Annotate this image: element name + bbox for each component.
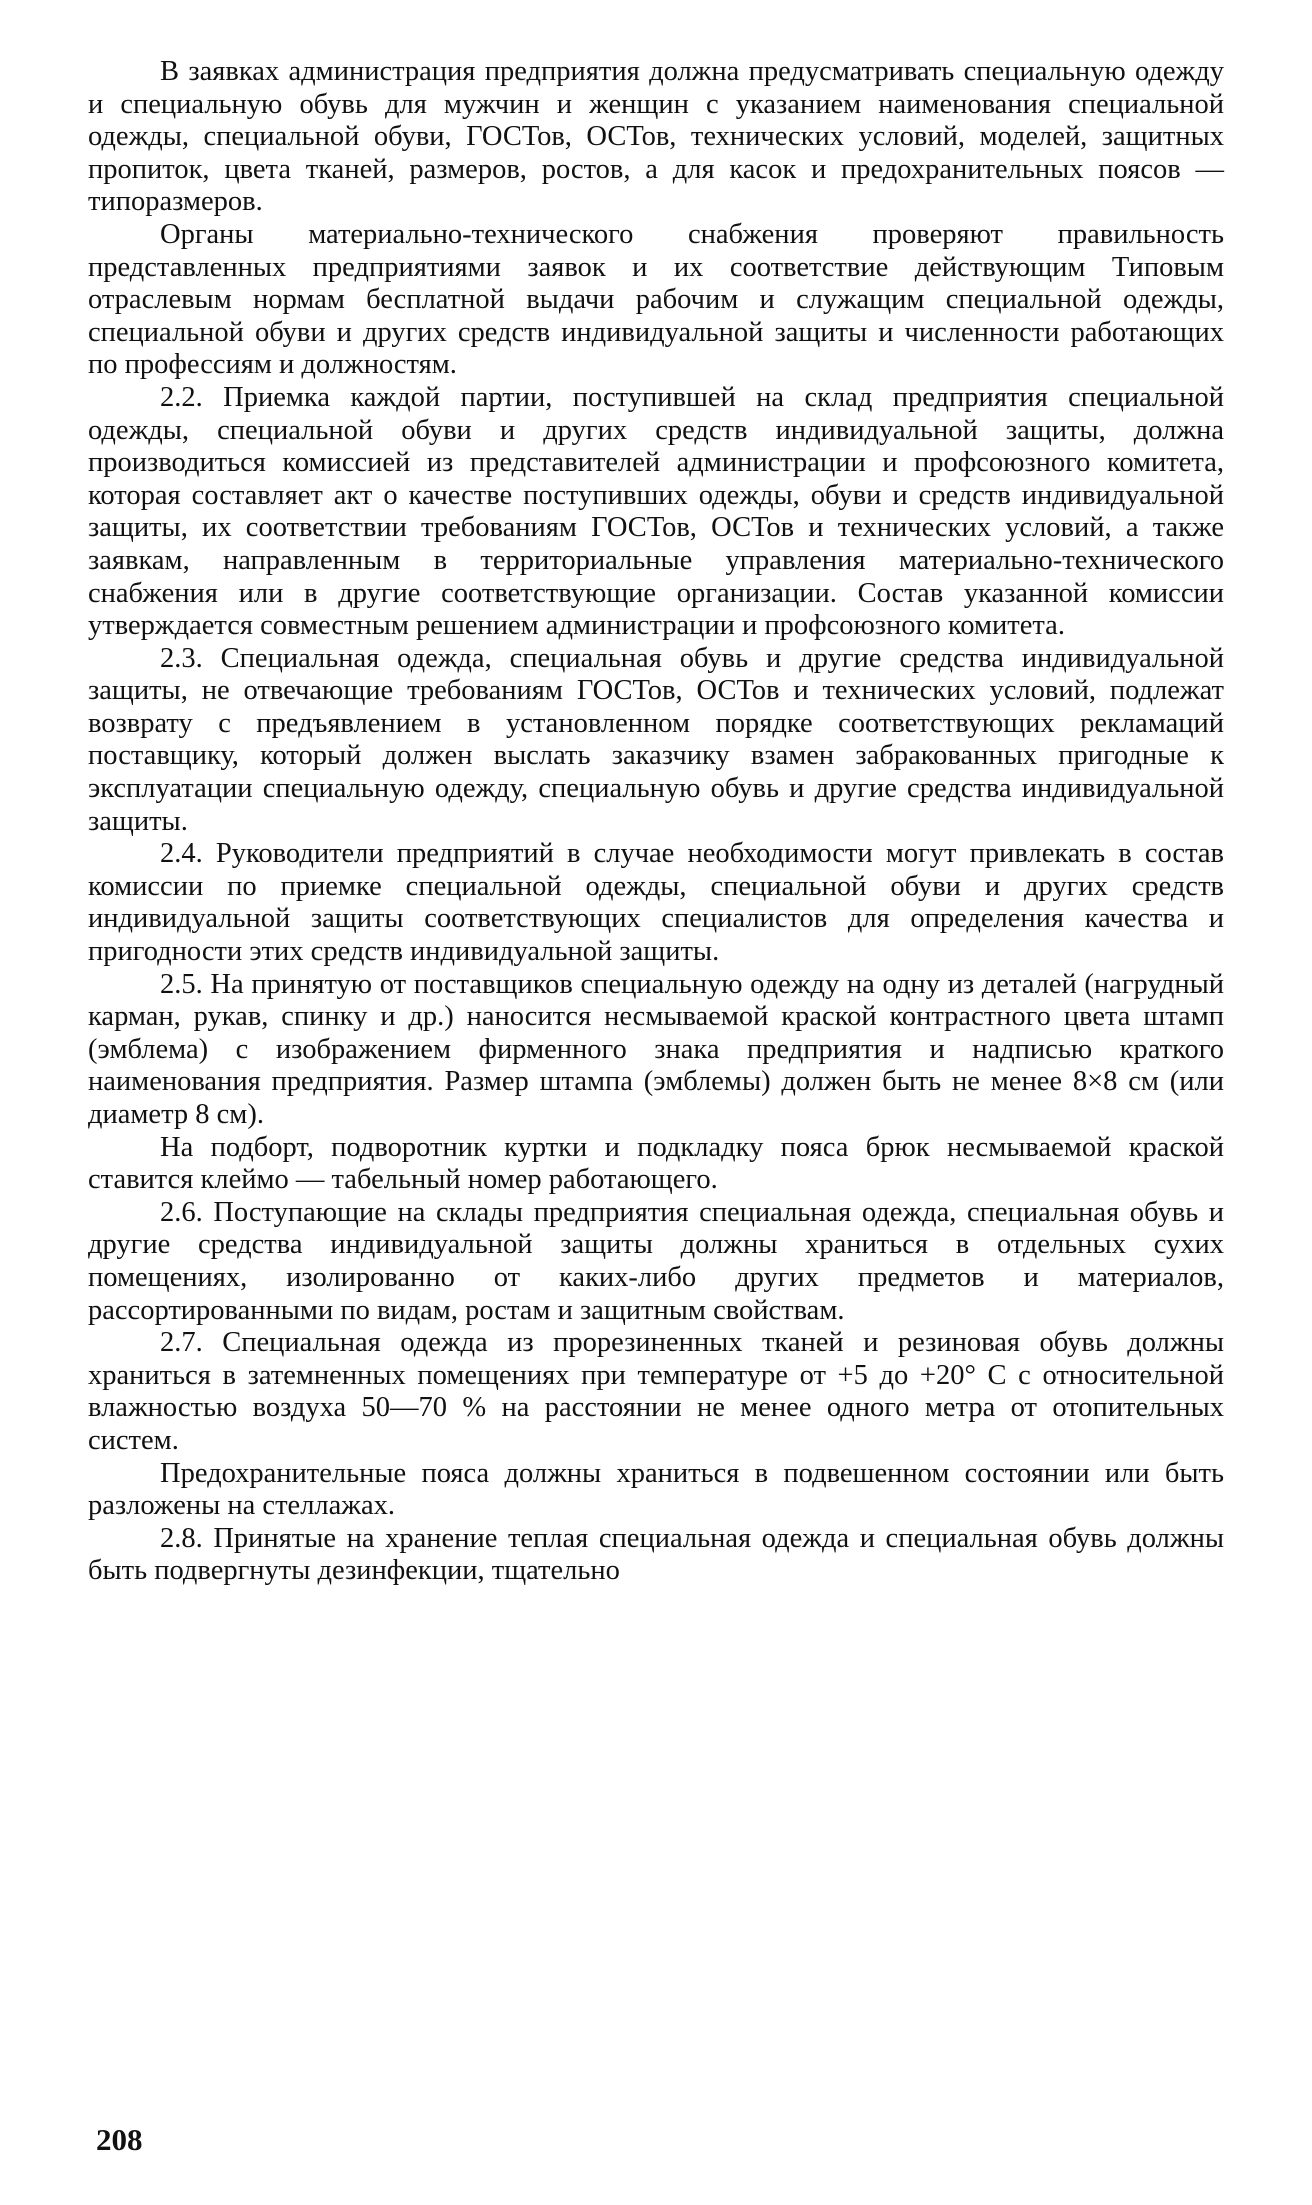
paragraph-2-5-stamp: 2.5. На принятую от поставщиков специальную одежду на одну из деталей (нагрудный карман, рукав, спинку и др.) наносится несмываемой краской контрастного цвета штамп (эмблема) с изображением фирменного знака предприятия и надписью краткого наименования предприятия. Размер штампа (эмблемы) должен быть не менее 8×8 см (или диаметр 8 см). bbox=[88, 968, 1224, 1130]
paragraph-supply-bodies: Органы материально-технического снабжения проверяют правильность представленных предприятиями заявок и их соответствие действующим Типовым отраслевым нормам бесплатной выдачи рабочим и служащим специальной одежды, специальной обуви и других средств индивидуальной защиты и численности работающих по профессиям и должностям. bbox=[88, 218, 1224, 381]
paragraph-2-3-returns: 2.3. Специальная одежда, специальная обувь и другие средства индивидуальной защиты, не отвечающие требованиям ГОСТов, ОСТов и технических условий, подлежат возврату с предъявлением в установленном порядке соответствующих рекламаций поставщику, который должен выслать заказчику взамен забракованных пригодные к эксплуатации специальную одежду, специальную обувь и другие средства индивидуальной защиты. bbox=[88, 642, 1224, 837]
paragraph-2-8-disinfection: 2.8. Принятые на хранение теплая специальная одежда и специальная обувь должны быть подвергнуты дезинфекции, тщательно bbox=[88, 1522, 1224, 1587]
paragraph-2-7-rubber-storage: 2.7. Специальная одежда из прорезиненных тканей и резиновая обувь должны храниться в затемненных помещениях при температуре от +5 до +20° С с относительной влажностью воздуха 50—70 % на расстоянии не менее одного метра от отопительных систем. bbox=[88, 1327, 1224, 1456]
paragraph-applications: В заявках администрация предприятия должна предусматривать специальную одежду и специальную обувь для мужчин и женщин с указанием наименования специальной одежды, специальной обуви, ГОСТов, ОСТов, технических условий, моделей, защитных пропиток, цвета тканей, размеров, ростов, а для касок и предохранительных поясов — типоразмеров. bbox=[88, 56, 1224, 218]
paragraph-2-4-specialists: 2.4. Руководители предприятий в случае необходимости могут привлекать в состав комиссии по приемке специальной одежды, специальной обуви и других средств индивидуальной защиты соответствующих специалистов для определения качества и пригодности этих средств индивидуальной защиты. bbox=[88, 838, 1224, 968]
paragraph-2-2-acceptance: 2.2. Приемка каждой партии, поступившей на склад предприятия специальной одежды, специальной обуви и других средств индивидуальной защиты, должна производиться комиссией из представителей администрации и профсоюзного комитета, которая составляет акт о качестве поступивших одежды, обуви и средств индивидуальной защиты, их соответствии требованиям ГОСТов, ОСТов и технических условий, а также заявкам, направленным в территориальные управления материально-технического снабжения или в другие соответствующие организации. Состав указанной комиссии утверждается совместным решением администрации и профсоюзного комитета. bbox=[88, 381, 1224, 642]
paragraph-2-6-storage: 2.6. Поступающие на склады предприятия специальная одежда, специальная обувь и другие средства индивидуальной защиты должны храниться в отдельных сухих помещениях, изолированно от каких-либо других предметов и материалов, рассортированными по видам, ростам и защитным свойствам. bbox=[88, 1196, 1224, 1326]
page-body bbox=[88, 56, 1224, 1588]
paragraph-brand-mark: На подборт, подворотник куртки и подкладку пояса брюк несмываемой краской ставится клеймо — табельный номер работающего. bbox=[88, 1131, 1224, 1196]
page-number: 208 bbox=[96, 2122, 143, 2157]
paragraph-safety-belts: Предохранительные пояса должны храниться в подвешенном состоянии или быть разложены на стеллажах. bbox=[88, 1457, 1224, 1522]
